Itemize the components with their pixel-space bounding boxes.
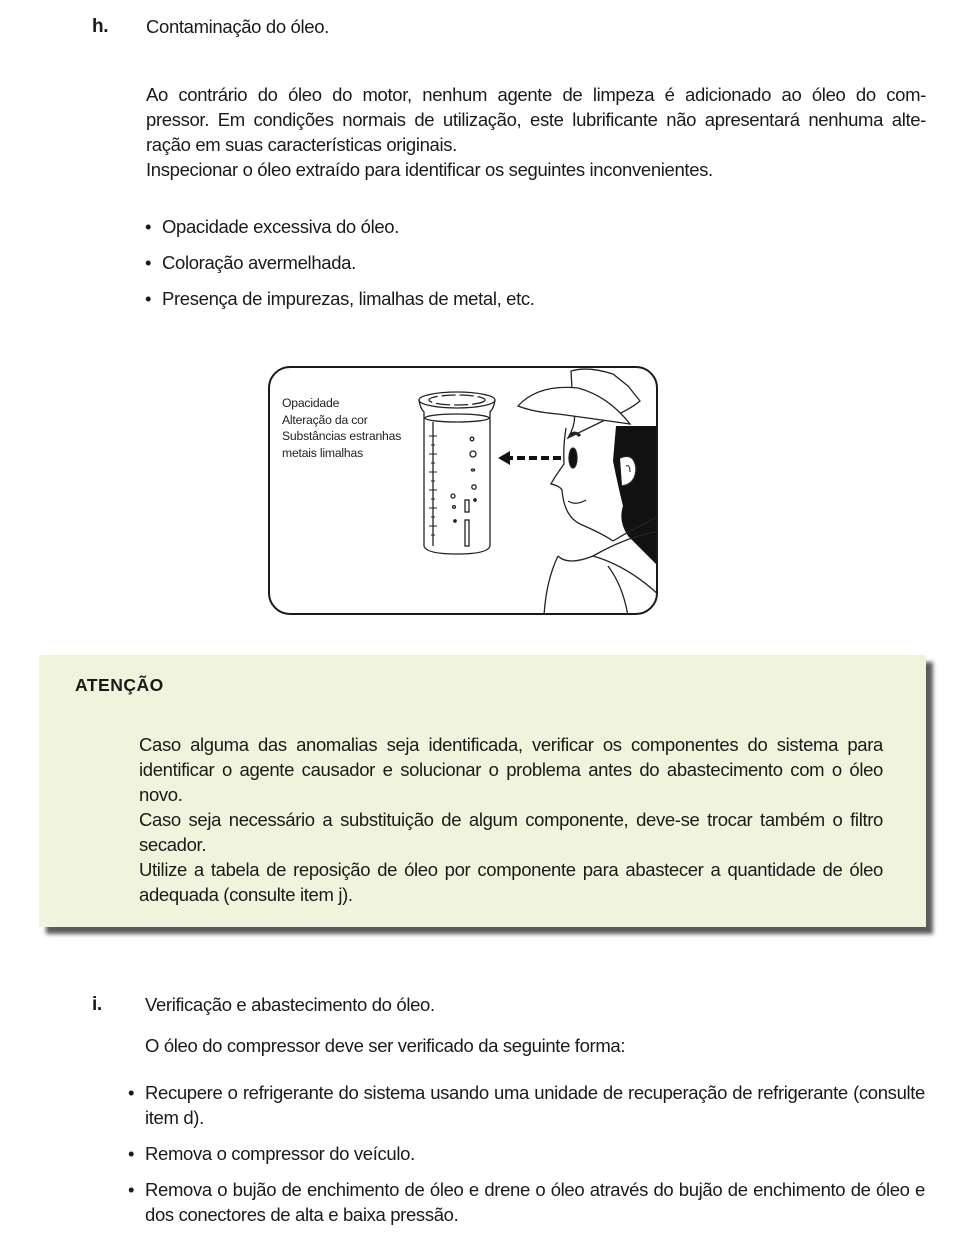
attention-paragraph: Caso alguma das anomalias seja identificada, verificar os componentes do sistema para identificar o agente causador e solucionar o problema antes do abastecimento com o óleo novo.: [139, 734, 883, 805]
paragraph-line: ração em suas características originais.: [146, 134, 457, 155]
oil-inspection-figure: [268, 366, 658, 615]
bullet-icon: •: [145, 252, 152, 273]
list-item-text: Remova o compressor do veículo.: [145, 1143, 415, 1164]
technician-icon: [518, 369, 658, 615]
figure-label: metais limalhas: [282, 445, 363, 460]
attention-body: [139, 732, 883, 907]
list-item: [128, 1141, 925, 1166]
figure-label: Substâncias estranhas: [282, 429, 402, 443]
list-item: [128, 1177, 925, 1227]
bullet-icon: •: [145, 216, 152, 237]
list-item: [145, 286, 535, 322]
figure-label: Alteração da cor: [282, 412, 368, 427]
section-h-title: Contaminação do óleo.: [146, 16, 329, 37]
attention-title: ATENÇÃO: [75, 675, 164, 695]
list-item: [145, 214, 535, 250]
bullet-icon: •: [128, 1082, 135, 1103]
section-h-bullet-list: [145, 214, 535, 322]
paragraph-line: pressor. Em condições normais de utilização, este lubrificante não apresentará nenhuma alte-: [146, 109, 926, 130]
figure-illustration: [268, 366, 658, 615]
bullet-icon: •: [128, 1143, 135, 1164]
bullet-icon: •: [145, 288, 152, 309]
section-i-letter: i.: [92, 994, 102, 1015]
section-i-title: Verificação e abastecimento do óleo.: [145, 994, 435, 1015]
bullet-icon: •: [128, 1179, 135, 1200]
list-item-text: Presença de impurezas, limalhas de metal, etc.: [162, 288, 535, 309]
attention-paragraph: Utilize a tabela de reposição de óleo por componente para abastecer a quantidade de óleo adequada (consulte item j).: [139, 859, 883, 905]
list-item-text: Coloração avermelhada.: [162, 252, 356, 273]
section-i-intro: O óleo do compressor deve ser verificado da seguinte forma:: [145, 1035, 626, 1056]
attention-paragraph: Caso seja necessário a substituição de algum componente, deve-se trocar também o filtro secador.: [139, 809, 883, 855]
list-item-text: Recupere o refrigerante do sistema usando uma unidade de recuperação de refrigerante (consulte item d).: [145, 1082, 925, 1128]
list-item: [145, 250, 535, 286]
paragraph-line: Inspecionar o óleo extraído para identificar os seguintes inconvenientes.: [146, 159, 713, 180]
beaker-icon: [419, 392, 495, 554]
list-item: [128, 1080, 925, 1130]
list-item-text: Remova o bujão de enchimento de óleo e drene o óleo através do bujão de enchimento de óleo e dos conectores de alta e baixa pressão.: [145, 1179, 925, 1225]
paragraph-line: Ao contrário do óleo do motor, nenhum agente de limpeza é adicionado ao óleo do com-: [146, 84, 926, 105]
attention-callout: [39, 655, 926, 927]
section-i-bullet-list: [128, 1080, 925, 1238]
section-h-paragraph: [146, 82, 926, 182]
section-h-letter: h.: [92, 16, 109, 37]
figure-label: Opacidade: [282, 396, 340, 410]
arrow-icon: [498, 451, 561, 465]
list-item-text: Opacidade excessiva do óleo.: [162, 216, 400, 237]
